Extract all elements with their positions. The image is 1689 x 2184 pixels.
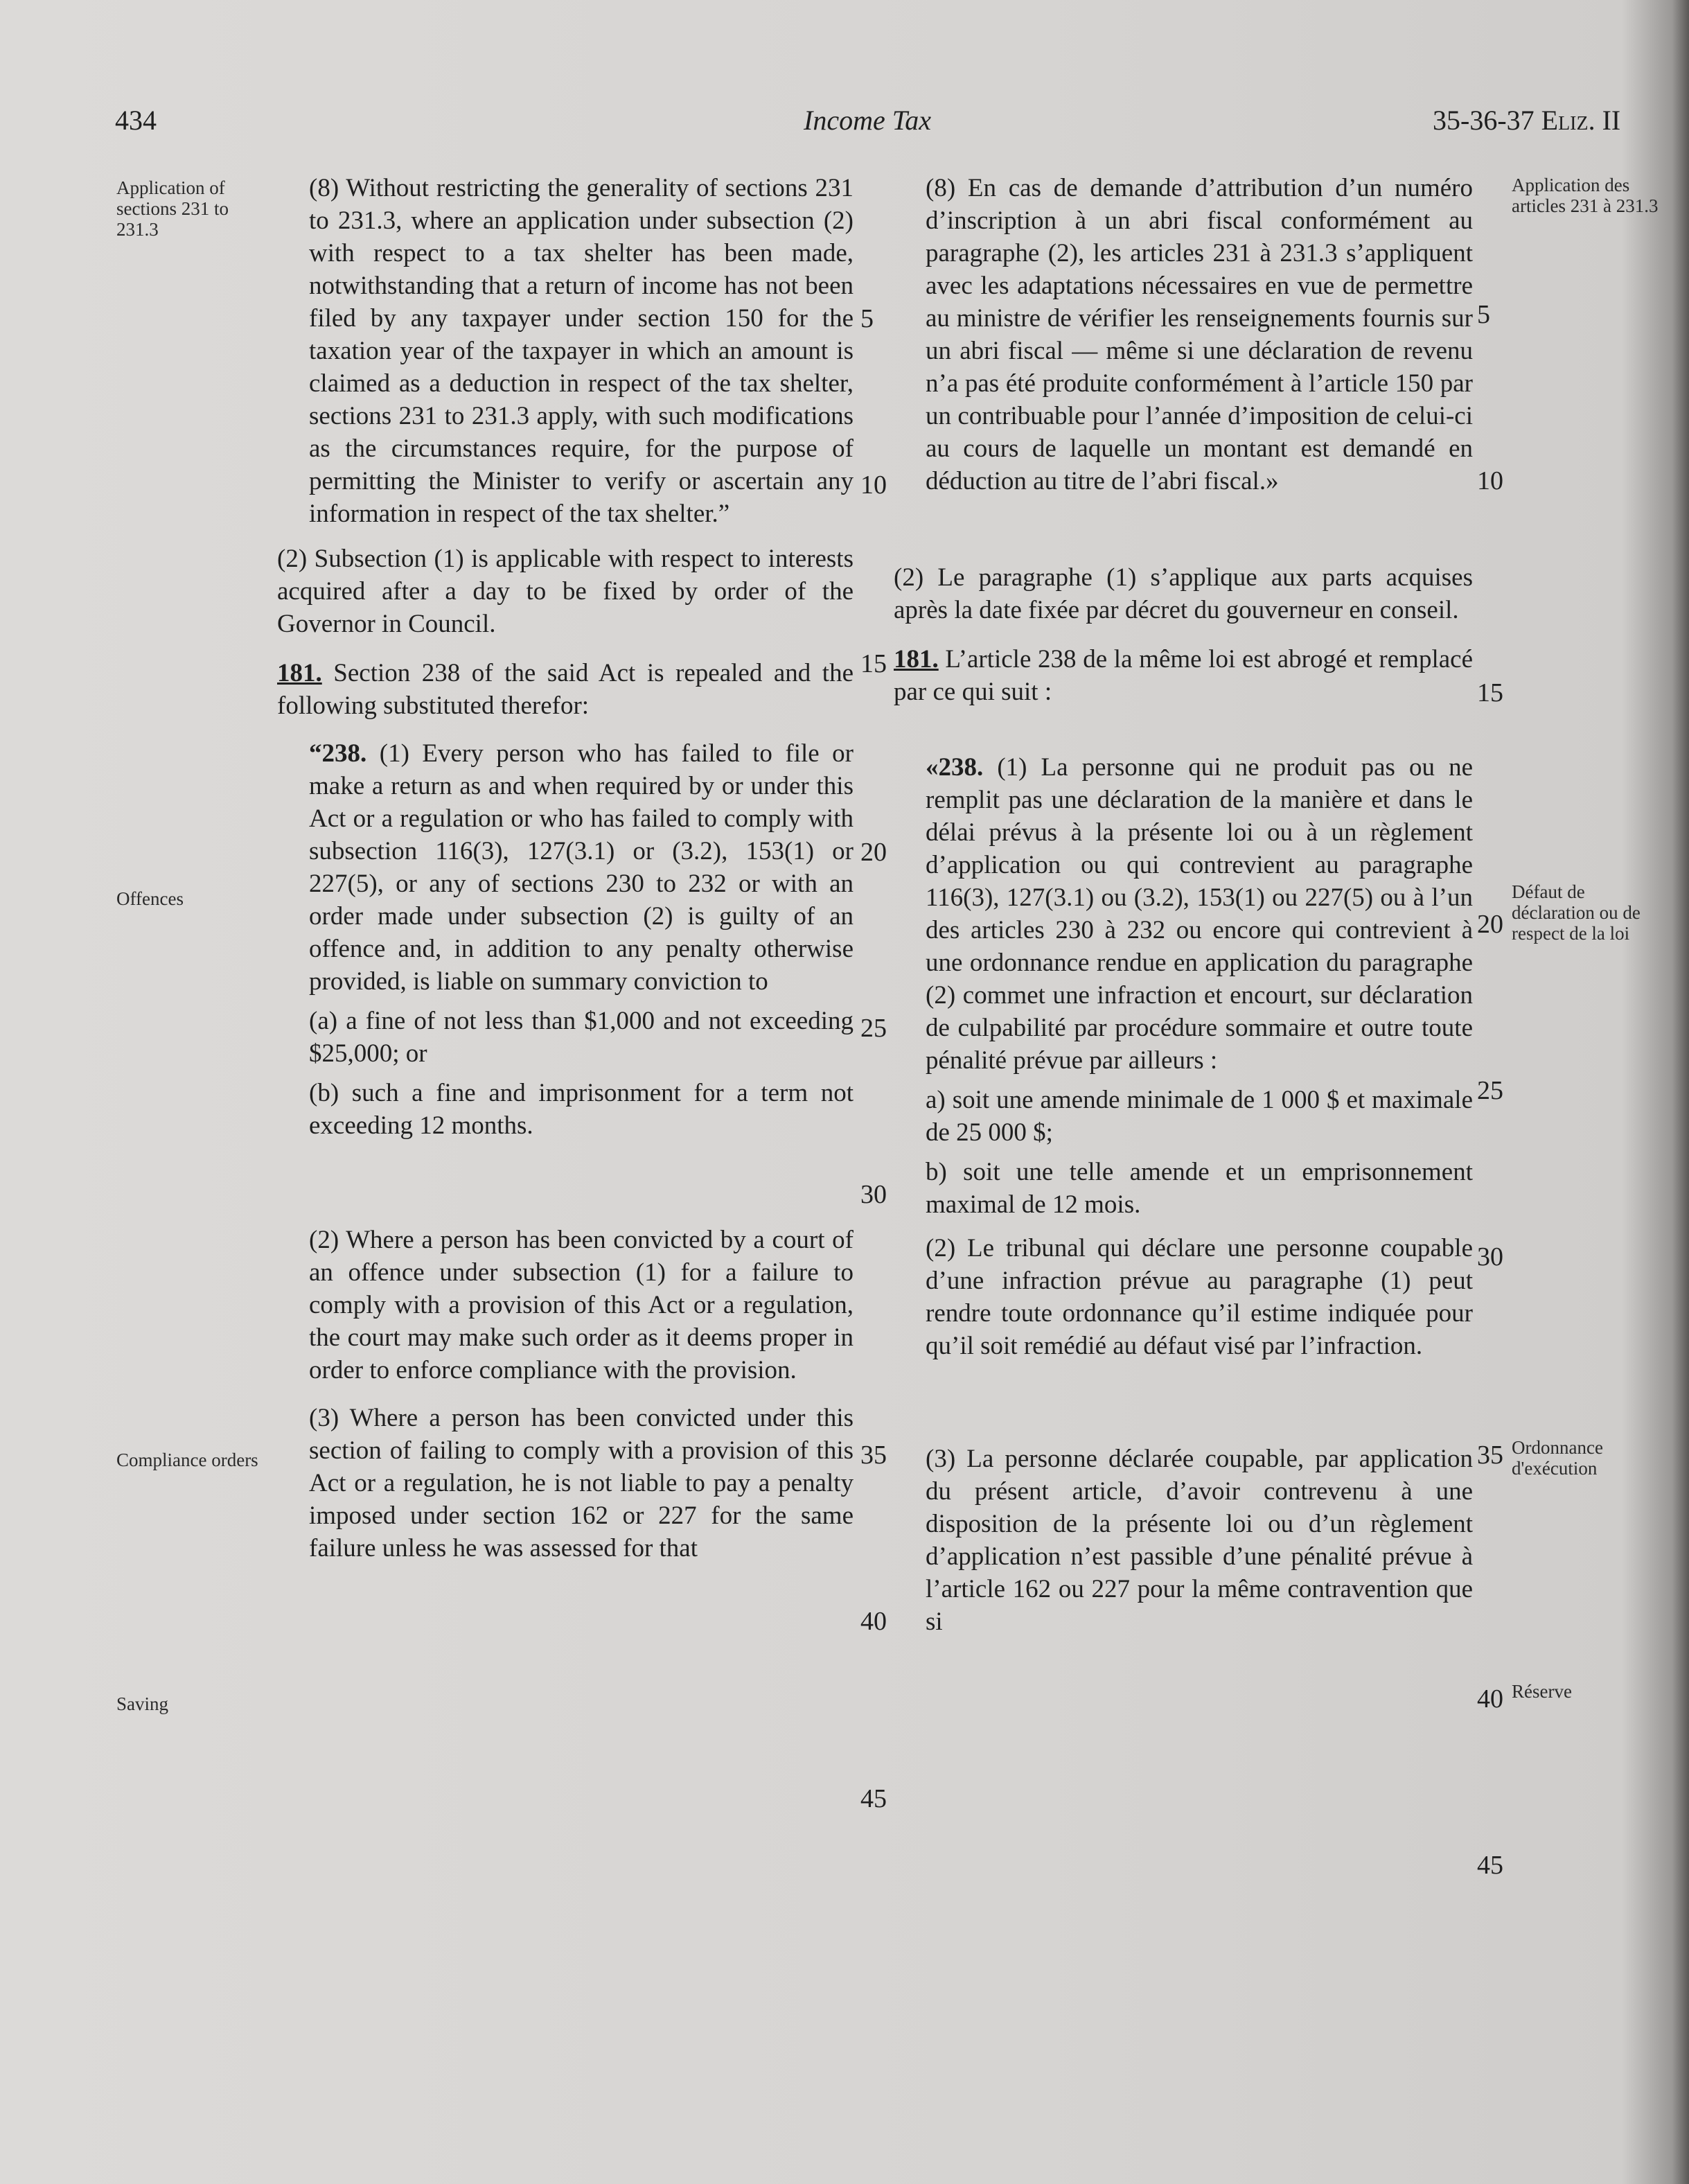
french-column (894, 172, 1473, 1638)
line-number: 45 (1477, 1851, 1503, 1880)
line-number: 45 (860, 1784, 887, 1813)
en-section-181 (277, 657, 854, 722)
en-section-181-number: 181. (277, 659, 322, 687)
fr-section-181 (894, 643, 1473, 708)
margin-note-offences: Offences (116, 888, 184, 909)
session-reference: 35-36-37 Eliz. II (1433, 105, 1621, 136)
fr-applicability: (2) Le paragraphe (1) s’applique aux parts acquises après la date fixée par décret du gouverneur en conseil. (894, 563, 1473, 624)
line-number: 30 (1477, 1242, 1503, 1271)
en-section-181-text: Section 238 of the said Act is repealed and the following substituted therefor: (277, 659, 854, 720)
fr-section-238-2: (2) Le tribunal qui déclare une personne coupable d’une infraction prévue au paragraphe (1) peut rendre toute ordonnance qu’il estime indiquée pour qu’il soit remédié au défaut visé par l’infraction. (926, 1234, 1473, 1360)
line-number: 35 (860, 1441, 887, 1470)
en-paragraph-a: (a) a fine of not less than $1,000 and not exceeding $25,000; or (309, 1007, 854, 1068)
en-subsection-8: (8) Without restricting the generality of sections 231 to 231.3, where an application under subsection (2) with respect to a tax shelter has been made, notwithstanding that a return of income has not been filed by any taxpayer under section 150 for the taxation year of the taxpayer in which an amount is claimed as a deduction in respect of the tax shelter, sections 231 to 231.3 apply, with such modifications as the circumstances require, for the purpose of permitting the Minister to verify or ascertain any information in respect of the tax shelter.” (309, 174, 854, 528)
line-number: 10 (1477, 466, 1503, 495)
margin-note-reserve: Réserve (1512, 1681, 1572, 1702)
line-number: 5 (1477, 300, 1490, 329)
margin-note-saving: Saving (116, 1693, 169, 1714)
margin-note-application: Application of sections 231 to 231.3 (116, 177, 229, 240)
line-number: 30 (860, 1180, 887, 1209)
en-section-238-1-text: (1) Every person who has failed to file or make a return as and when required by or under this Act or a regulation or who has failed to comply with subsection 116(3), 127(3.1) or (3.2), 153(1) or 227(5), or any of sections 230 to 232 or with an order made under subsection (2) is guilty of an offence and, in addition to any penalty otherwise provided, is liable on summary conviction to (309, 739, 854, 996)
running-title: Income Tax (804, 105, 932, 136)
margin-note-defaut: Défaut de déclaration ou de respect de la loi (1512, 881, 1641, 944)
fr-subsection-8: (8) En cas de demande d’attribution d’un numéro d’inscription à un abri fiscal conformément au paragraphe (2), les articles 231 à 231.3 s’appliquent avec les adaptations nécessaires en vue de permettre au ministre de vérifier les renseignements fournis sur un abri fiscal — même si une déclaration de revenu n’a pas été produite conformément à l’article 150 par un contribuable pour l’année d’imposition de celui-ci au cours de laquelle un montant est demandé en déduction au titre de l’abri fiscal.» (926, 174, 1473, 495)
line-number: 15 (860, 649, 887, 678)
en-section-238-2: (2) Where a person has been convicted by a court of an offence under subsection (1) for a failure to comply with a provision of this Act or a regulation, the court may make such order as it deems proper in order to enforce compliance with the provision. (309, 1226, 854, 1384)
line-number: 40 (1477, 1684, 1503, 1714)
line-number: 20 (860, 838, 887, 867)
line-number: 25 (1477, 1076, 1503, 1105)
fr-paragraph-a: a) soit une amende minimale de 1 000 $ et maximale de 25 000 $; (926, 1086, 1473, 1147)
margin-note-compliance-orders: Compliance orders (116, 1450, 258, 1470)
line-number: 5 (860, 304, 874, 333)
line-number: 20 (1477, 910, 1503, 939)
margin-note-application-fr: Application des articles 231 à 231.3 (1512, 175, 1659, 216)
margin-note-ordonnance: Ordonnance d'exécution (1512, 1437, 1603, 1479)
fr-section-238-number: «238. (926, 753, 984, 782)
en-paragraph-b: (b) such a fine and imprisonment for a term not exceeding 12 months. (309, 1079, 854, 1140)
fr-paragraph-b: b) soit une telle amende et un emprisonnement maximal de 12 mois. (926, 1158, 1473, 1219)
line-number: 35 (1477, 1441, 1503, 1470)
page-number: 434 (115, 105, 157, 136)
line-number: 25 (860, 1014, 887, 1043)
fr-section-238-3: (3) La personne déclarée coupable, par application du présent article, d’avoir contrevenu à une disposition de la présente loi ou d’un règlement d’application n’est passible d’une pénalité prévue à l’article 162 ou 227 pour la même contravention que si (926, 1445, 1473, 1636)
en-section-238-1 (277, 737, 854, 998)
fr-section-238-1 (894, 751, 1473, 1077)
line-number: 40 (860, 1607, 887, 1636)
english-column (277, 172, 854, 1565)
fr-section-181-text: L’article 238 de la même loi est abrogé et remplacé par ce qui suit : (894, 645, 1473, 706)
fr-section-238-1-text: (1) La personne qui ne produit pas ou ne remplit pas une déclaration de la manière et dans le délai prévus à la présente loi ou à un règlement d’application ou qui contrevient au paragraphe 116(3), 127(3.1) ou (3.2), 153(1) ou 227(5) ou à l’un des articles 230 à 232 ou encore qui contrevient à une ordonnance rendue en application du paragraphe (2) commet une infraction et encourt, sur déclaration de culpabilité par procédure sommaire et outre toute pénalité prévue par ailleurs : (926, 753, 1473, 1075)
fr-section-181-number: 181. (894, 645, 939, 673)
en-applicability: (2) Subsection (1) is applicable with respect to interests acquired after a day to be fixed by order of the Governor in Council. (277, 545, 854, 638)
en-section-238-3: (3) Where a person has been convicted under this section of failing to comply with a provision of this Act or a regulation, he is not liable to pay a penalty imposed under section 162 or 227 for the same failure unless he was assessed for that (309, 1404, 854, 1562)
en-section-238-number: “238. (309, 739, 367, 768)
line-number: 10 (860, 470, 887, 500)
line-number: 15 (1477, 678, 1503, 707)
